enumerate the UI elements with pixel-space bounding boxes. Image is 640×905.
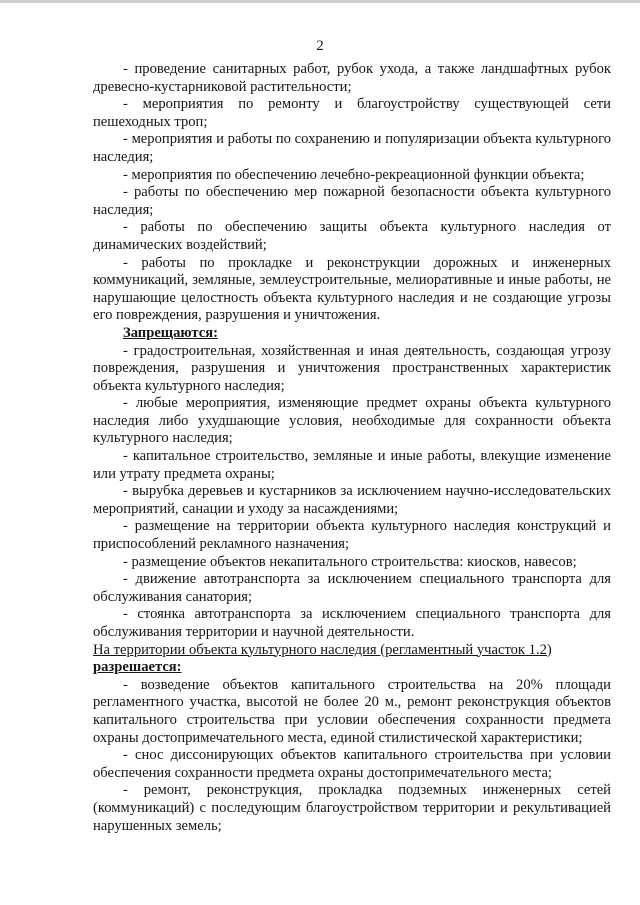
list-item: - вырубка деревьев и кустарников за исключением научно-исследовательских мероприятий, санации и уходу за насаждениями; <box>93 483 611 517</box>
list-item: - снос диссонирующих объектов капитального строительства при условии обеспечения сохранности предмета охраны достопримечательного места; <box>93 747 611 781</box>
list-item: - мероприятия по ремонту и благоустройству существующей сети пешеходных троп; <box>93 96 611 130</box>
list-item: - мероприятия и работы по сохранению и популяризации объекта культурного наследия; <box>93 131 611 165</box>
scan-edge <box>0 0 640 3</box>
list-item: - любые мероприятия, изменяющие предмет охраны объекта культурного наследия либо ухудшающие условия, необходимые для сохранности объекта культурного наследия; <box>93 395 611 447</box>
list-item: - движение автотранспорта за исключением специального транспорта для обслуживания санатория; <box>93 571 611 605</box>
list-item: - возведение объектов капитального строительства на 20% площади регламентного участка, высотой не более 20 м., ремонт реконструкция объектов капитального строительства при условии обеспечения сохранности предмета охраны достопримечательного места, единой стилистической характеристики; <box>93 676 611 746</box>
list-item: - проведение санитарных работ, рубок ухода, а также ландшафтных рубок древесно-кустарниковой растительности; <box>93 61 611 95</box>
list-item: - размещение на территории объекта культурного наследия конструкций и приспособлений рекламного назначения; <box>93 518 611 553</box>
list-item: - ремонт, реконструкция, прокладка подземных инженерных сетей (коммуникаций) с последующим благоустройством территории и рекультивацией нарушенных земель; <box>93 782 611 834</box>
list-item: - размещение объектов некапитального строительства: киосков, навесов; <box>123 553 577 570</box>
document-body <box>93 61 611 835</box>
list-item: - градостроительная, хозяйственная и иная деятельность, создающая угрозу повреждения, разрушения и уничтожения пространственных характеристик объекта культурного наследия; <box>93 342 611 394</box>
list-item: - работы по обеспечению защиты объекта культурного наследия от динамических воздействий; <box>93 219 611 253</box>
list-item: - работы по обеспечению мер пожарной безопасности объекта культурного наследия; <box>93 184 611 218</box>
prohibited-heading: Запрещаются: <box>123 324 218 341</box>
list-item: - капитальное строительство, земляные и иные работы, влекущие изменение или утрату предмета охраны; <box>93 448 611 482</box>
list-item: - мероприятия по обеспечению лечебно-рекреационной функции объекта; <box>123 166 585 183</box>
list-item: - стоянка автотранспорта за исключением специального транспорта для обслуживания территории и научной деятельности. <box>93 606 611 640</box>
section-allowed-label: разрешается: <box>93 659 182 676</box>
section-title: На территории объекта культурного наследия (регламентный участок 1.2) <box>93 641 552 658</box>
list-item: - работы по прокладке и реконструкции дорожных и инженерных коммуникаций, земляные, землеустроительные, мелиоративные и иные работы, не нарушающие целостность объекта культурного наследия и не создающие угрозы его повреждения, разрушения и уничтожения. <box>93 254 611 324</box>
page-number: 2 <box>316 38 324 54</box>
section-heading <box>93 642 611 677</box>
